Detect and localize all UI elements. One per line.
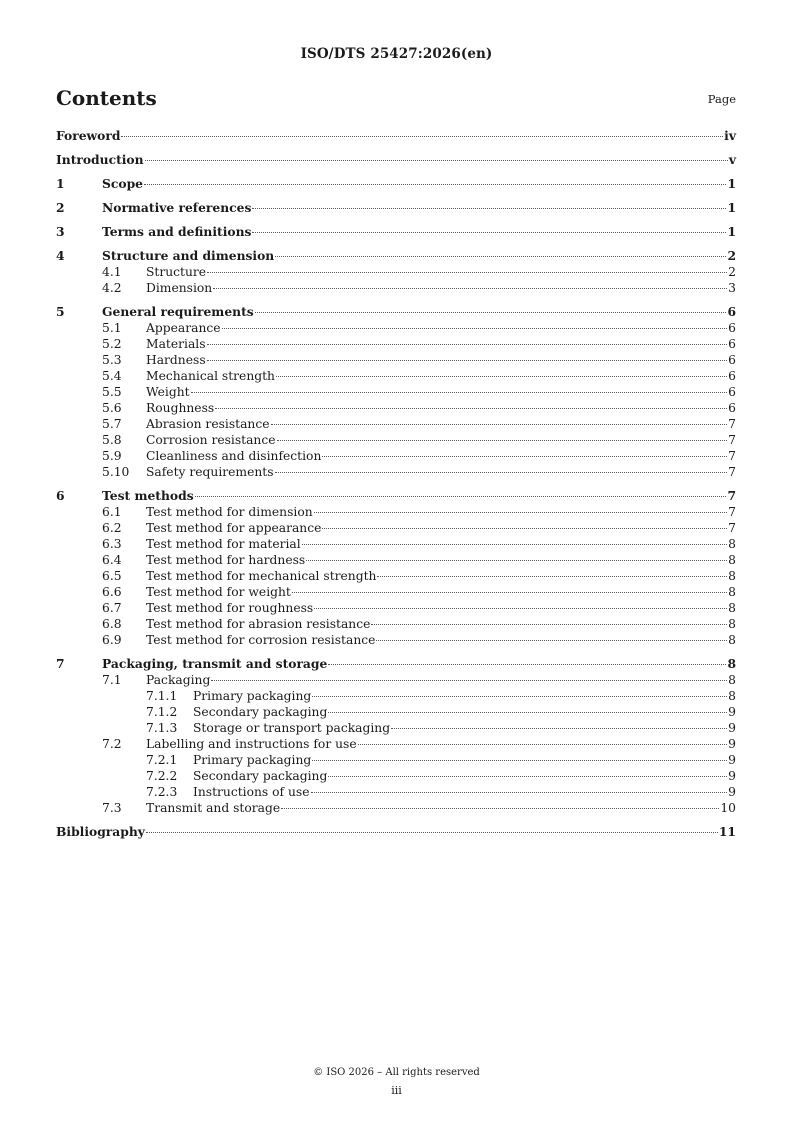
toc-entry-title: Test method for abrasion resistance (146, 617, 371, 631)
contents-title: Contents (56, 86, 157, 110)
toc-entry[interactable] (56, 320, 736, 336)
toc-dot-leader (312, 760, 727, 761)
toc-dot-leader (121, 136, 723, 137)
toc-entry-title: Roughness (146, 401, 215, 415)
toc-entry-title: Packaging, transmit and storage (102, 656, 328, 671)
toc-entry-number: 5.9 (102, 449, 122, 463)
toc-entry[interactable] (56, 656, 736, 672)
toc-entry-title: Storage or transport packaging (193, 721, 391, 735)
toc-entry[interactable] (56, 752, 736, 768)
document-identifier: ISO/DTS 25427:2026(en) (300, 46, 493, 62)
toc-dot-leader (144, 184, 726, 185)
toc-entry[interactable] (56, 176, 736, 192)
toc-entry[interactable] (56, 520, 736, 536)
toc-dot-leader (211, 680, 727, 681)
toc-entry[interactable] (56, 736, 736, 752)
toc-entry-title: Dimension (146, 281, 213, 295)
toc-dot-leader (328, 776, 727, 777)
toc-dot-leader (207, 360, 728, 361)
toc-entry-number: 7.2.1 (146, 753, 178, 767)
toc-dot-leader (391, 728, 727, 729)
toc-entry-number: 1 (56, 176, 65, 191)
toc-entry-number: 7.1.3 (146, 721, 178, 735)
toc-dot-leader (281, 808, 719, 809)
toc-entry-number: 5.10 (102, 465, 130, 479)
toc-entry-number: 7.1.2 (146, 705, 178, 719)
toc-entry-number: 6 (56, 488, 65, 503)
toc-entry-title: General requirements (102, 304, 254, 319)
toc-entry-number: 6.5 (102, 569, 122, 583)
toc-entry[interactable] (56, 768, 736, 784)
toc-entry-title: Scope (102, 176, 143, 191)
toc-entry[interactable] (56, 384, 736, 400)
toc-entry-title: Test method for appearance (146, 521, 322, 535)
toc-dot-leader (146, 832, 718, 833)
toc-entry-page: 9 (728, 737, 736, 751)
toc-entry-title: Test method for weight (146, 585, 291, 599)
toc-entry-number: 2 (56, 200, 65, 215)
table-of-contents (56, 128, 736, 840)
toc-entry-title: Terms and definitions (102, 224, 252, 239)
toc-entry-page: 6 (728, 401, 736, 415)
toc-entry-title: Secondary packaging (193, 769, 328, 783)
toc-entry[interactable] (56, 200, 736, 216)
toc-entry-number: 7.3 (102, 801, 122, 815)
toc-entry-title: Safety requirements (146, 465, 274, 479)
toc-entry-page: 7 (727, 488, 736, 503)
toc-entry-page: 8 (728, 537, 736, 551)
toc-entry-title: Instructions of use (193, 785, 310, 799)
toc-entry-number: 6.1 (102, 505, 122, 519)
toc-dot-leader (213, 288, 727, 289)
toc-entry-number: 5.4 (102, 369, 122, 383)
toc-entry-number: 5.7 (102, 417, 122, 431)
copyright-notice: © ISO 2026 – All rights reserved (313, 1067, 480, 1078)
toc-entry-number: 4.1 (102, 265, 122, 279)
toc-dot-leader (276, 376, 727, 377)
toc-dot-leader (358, 744, 728, 745)
toc-dot-leader (292, 592, 727, 593)
toc-dot-leader (252, 232, 726, 233)
toc-entry-number: 5.3 (102, 353, 122, 367)
toc-entry-page: 7 (728, 465, 736, 479)
toc-dot-leader (314, 608, 727, 609)
toc-entry-page: 6 (728, 369, 736, 383)
toc-entry-page: 9 (728, 769, 736, 783)
toc-entry-title: Structure (146, 265, 207, 279)
toc-entry-page: 7 (728, 505, 736, 519)
toc-entry-title: Bibliography (56, 824, 145, 839)
toc-entry-number: 7.2.3 (146, 785, 178, 799)
toc-dot-leader (311, 792, 728, 793)
toc-entry-title: Cleanliness and disinfection (146, 449, 322, 463)
toc-entry-page: 8 (728, 673, 736, 687)
toc-entry[interactable] (56, 416, 736, 432)
toc-dot-leader (145, 160, 728, 161)
toc-entry-number: 4.2 (102, 281, 122, 295)
toc-entry-title: Test method for corrosion resistance (146, 633, 376, 647)
contents-title-row (56, 86, 736, 112)
toc-entry-number: 6.2 (102, 521, 122, 535)
toc-entry[interactable] (56, 800, 736, 816)
toc-entry-title: Secondary packaging (193, 705, 328, 719)
toc-entry-title: Test method for mechanical strength (146, 569, 377, 583)
toc-dot-leader (314, 512, 728, 513)
toc-entry-title: Primary packaging (193, 689, 312, 703)
toc-dot-leader (191, 392, 728, 393)
toc-entry[interactable] (56, 224, 736, 240)
toc-entry-number: 7.2.2 (146, 769, 178, 783)
page-column-label: Page (707, 92, 736, 106)
toc-entry-number: 5.1 (102, 321, 122, 335)
toc-entry-title: Materials (146, 337, 206, 351)
toc-entry-page: 8 (728, 689, 736, 703)
toc-dot-leader (322, 456, 727, 457)
toc-entry[interactable] (56, 504, 736, 520)
toc-entry-title: Labelling and instructions for use (146, 737, 357, 751)
toc-entry-page: iv (724, 128, 736, 143)
toc-dot-leader (275, 256, 726, 257)
toc-entry[interactable] (56, 248, 736, 264)
toc-entry[interactable] (56, 704, 736, 720)
toc-entry-page: 2 (728, 265, 736, 279)
toc-entry-page: 1 (727, 176, 736, 191)
toc-entry-page: 2 (727, 248, 736, 263)
toc-entry-title: Abrasion resistance (146, 417, 270, 431)
toc-dot-leader (322, 528, 727, 529)
toc-entry-page: 6 (728, 337, 736, 351)
toc-dot-leader (302, 544, 727, 545)
toc-entry-page: 6 (728, 321, 736, 335)
toc-entry-title: Mechanical strength (146, 369, 275, 383)
toc-entry-number: 5.8 (102, 433, 122, 447)
toc-entry-page: 7 (728, 417, 736, 431)
toc-entry-title: Test method for roughness (146, 601, 314, 615)
toc-entry-page: 6 (728, 385, 736, 399)
toc-entry-number: 4 (56, 248, 65, 263)
toc-entry-page: 9 (728, 785, 736, 799)
toc-entry-title: Test method for dimension (146, 505, 313, 519)
toc-entry-title: Introduction (56, 152, 144, 167)
toc-entry-number: 5.5 (102, 385, 122, 399)
toc-entry-title: Hardness (146, 353, 206, 367)
toc-entry-page: 3 (728, 281, 736, 295)
toc-entry-number: 7.1 (102, 673, 122, 687)
toc-entry[interactable] (56, 128, 736, 144)
toc-entry-page: 9 (728, 753, 736, 767)
toc-dot-leader (275, 472, 728, 473)
toc-entry[interactable] (56, 488, 736, 504)
toc-dot-leader (255, 312, 727, 313)
toc-entry-page: 1 (727, 224, 736, 239)
toc-entry-title: Primary packaging (193, 753, 312, 767)
toc-entry[interactable] (56, 688, 736, 704)
toc-entry-page: 8 (727, 656, 736, 671)
toc-entry-title: Transmit and storage (146, 801, 281, 815)
toc-entry-title: Appearance (146, 321, 221, 335)
toc-entry-page: 8 (728, 633, 736, 647)
toc-entry[interactable] (56, 616, 736, 632)
toc-entry-title: Test methods (102, 488, 194, 503)
toc-entry-page: 8 (728, 553, 736, 567)
toc-entry[interactable] (56, 336, 736, 352)
toc-entry-number: 6.8 (102, 617, 122, 631)
toc-dot-leader (271, 424, 728, 425)
toc-entry-page: 9 (728, 705, 736, 719)
toc-entry-title: Test method for hardness (146, 553, 306, 567)
toc-entry-title: Structure and dimension (102, 248, 275, 263)
toc-dot-leader (195, 496, 727, 497)
toc-entry[interactable] (56, 400, 736, 416)
toc-entry-page: 7 (728, 521, 736, 535)
toc-entry-page: 8 (728, 585, 736, 599)
toc-entry[interactable] (56, 464, 736, 480)
toc-entry-title: Test method for material (146, 537, 301, 551)
toc-entry[interactable] (56, 352, 736, 368)
toc-entry[interactable] (56, 432, 736, 448)
toc-entry-number: 6.7 (102, 601, 122, 615)
toc-entry-page: 7 (728, 449, 736, 463)
toc-entry-page: 8 (728, 617, 736, 631)
toc-entry[interactable] (56, 152, 736, 168)
toc-entry[interactable] (56, 824, 736, 840)
toc-dot-leader (371, 624, 727, 625)
toc-dot-leader (277, 440, 728, 441)
toc-entry-number: 6.9 (102, 633, 122, 647)
toc-dot-leader (207, 272, 727, 273)
toc-dot-leader (376, 640, 727, 641)
toc-entry-page: 11 (718, 824, 736, 839)
toc-entry-title: Packaging (146, 673, 211, 687)
toc-entry-title: Corrosion resistance (146, 433, 276, 447)
toc-entry[interactable] (56, 568, 736, 584)
page-number: iii (391, 1084, 402, 1097)
toc-entry-page: 7 (728, 433, 736, 447)
toc-entry[interactable] (56, 280, 736, 296)
toc-entry-page: 6 (727, 304, 736, 319)
toc-entry-page: 8 (728, 569, 736, 583)
toc-entry[interactable] (56, 784, 736, 800)
toc-dot-leader (312, 696, 727, 697)
toc-entry[interactable] (56, 448, 736, 464)
toc-dot-leader (377, 576, 727, 577)
toc-entry[interactable] (56, 584, 736, 600)
toc-entry-number: 3 (56, 224, 65, 239)
toc-entry-page: 1 (727, 200, 736, 215)
toc-entry-page: 9 (728, 721, 736, 735)
toc-entry-title: Foreword (56, 128, 121, 143)
toc-entry-number: 7 (56, 656, 65, 671)
toc-entry-page: 8 (728, 601, 736, 615)
toc-entry[interactable] (56, 720, 736, 736)
toc-entry[interactable] (56, 536, 736, 552)
toc-entry-number: 5 (56, 304, 65, 319)
toc-dot-leader (328, 712, 727, 713)
toc-entry[interactable] (56, 368, 736, 384)
toc-entry-number: 6.3 (102, 537, 122, 551)
toc-entry-title: Normative references (102, 200, 252, 215)
toc-entry[interactable] (56, 552, 736, 568)
toc-entry-number: 7.1.1 (146, 689, 178, 703)
toc-entry[interactable] (56, 264, 736, 280)
toc-entry-number: 5.6 (102, 401, 122, 415)
toc-entry-number: 6.4 (102, 553, 122, 567)
toc-entry[interactable] (56, 304, 736, 320)
toc-dot-leader (222, 328, 728, 329)
toc-entry-page: 6 (728, 353, 736, 367)
toc-dot-leader (306, 560, 727, 561)
toc-dot-leader (207, 344, 728, 345)
toc-dot-leader (328, 664, 726, 665)
toc-entry-number: 7.2 (102, 737, 122, 751)
toc-entry-number: 6.6 (102, 585, 122, 599)
toc-entry-page: 10 (720, 801, 736, 815)
toc-entry[interactable] (56, 632, 736, 648)
toc-dot-leader (215, 408, 727, 409)
toc-entry-page: v (728, 152, 736, 167)
toc-entry[interactable] (56, 600, 736, 616)
toc-entry-number: 5.2 (102, 337, 122, 351)
toc-entry-title: Weight (146, 385, 190, 399)
toc-dot-leader (252, 208, 726, 209)
toc-entry[interactable] (56, 672, 736, 688)
